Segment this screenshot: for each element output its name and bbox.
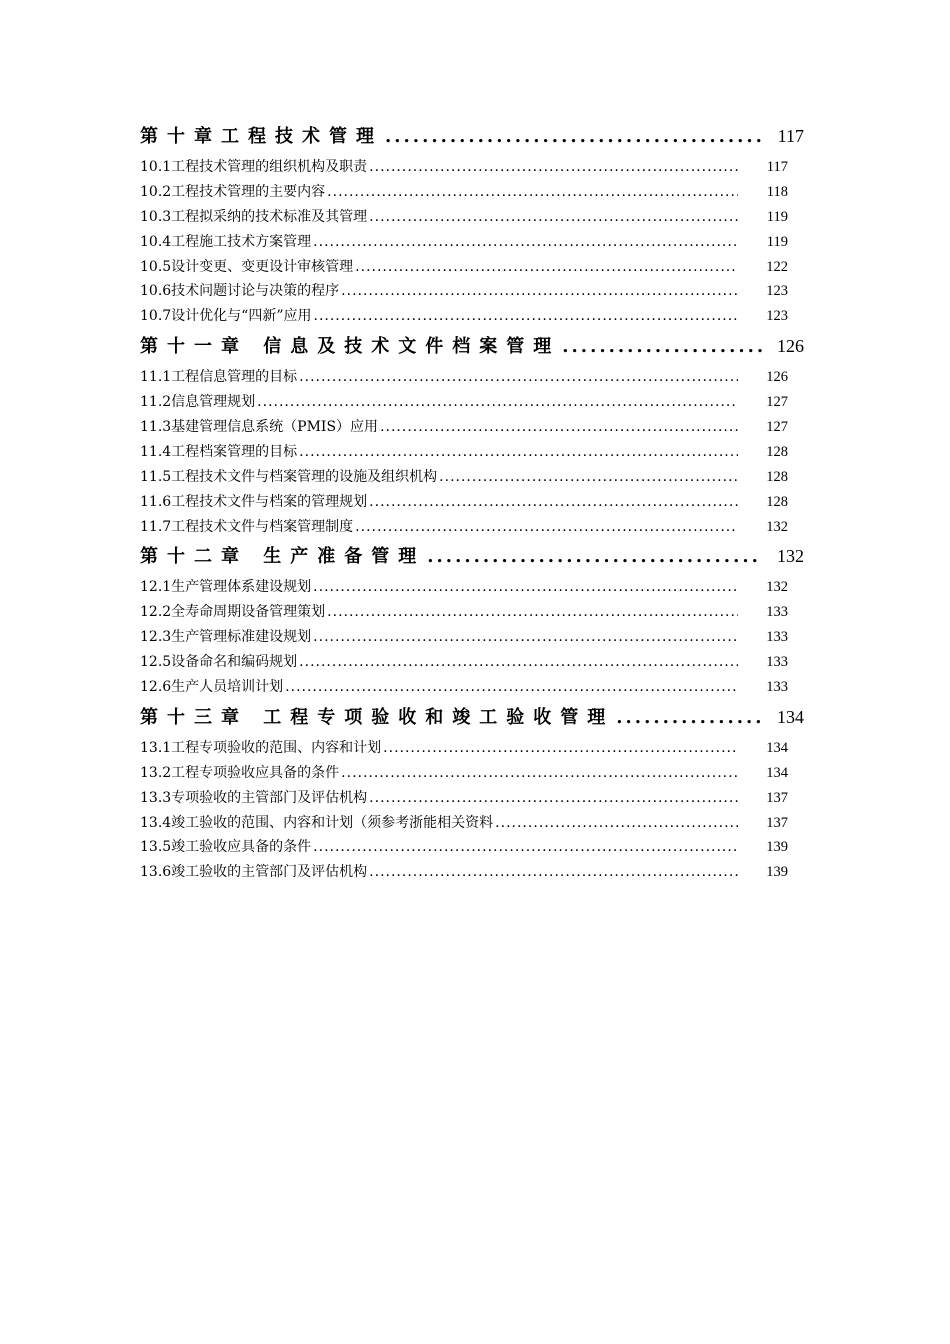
dot-leader <box>285 679 738 695</box>
section-title: 12.5设备命名和编码规划 <box>140 654 298 671</box>
toc-entry[interactable] <box>140 305 804 330</box>
dot-leader <box>313 839 738 855</box>
chapter-block <box>140 701 804 886</box>
section-title: 13.4竣工验收的范围、内容和计划（须参考浙能相关资料 <box>140 814 494 831</box>
section-page-number: 123 <box>766 283 788 300</box>
chapter-title: 第十三章 工程专项验收和竣工验收管理 <box>140 706 615 728</box>
section-title: 10.6技术问题讨论与决策的程序 <box>140 283 340 300</box>
dot-leader <box>380 419 738 435</box>
dot-leader <box>313 579 738 595</box>
chapter-block <box>140 330 804 540</box>
section-title: 10.2工程技术管理的主要内容 <box>140 183 326 200</box>
section-page-number: 118 <box>766 183 788 200</box>
dot-leader <box>341 765 738 781</box>
toc-entry[interactable] <box>140 676 804 701</box>
section-page-number: 134 <box>766 764 788 781</box>
toc-entry[interactable] <box>140 231 804 256</box>
section-title: 11.5工程技术文件与档案管理的设施及组织机构 <box>140 468 438 485</box>
section-page-number: 139 <box>766 839 788 856</box>
chapter-block <box>140 540 804 700</box>
section-page-number: 137 <box>766 789 788 806</box>
section-title: 12.2全寿命周期设备管理策划 <box>140 604 326 621</box>
section-title: 12.1生产管理体系建设规划 <box>140 579 312 596</box>
toc-entry[interactable] <box>140 737 804 762</box>
chapter-page-number: 126 <box>777 336 804 357</box>
dot-leader <box>369 209 738 225</box>
section-page-number: 134 <box>766 739 788 756</box>
dot-leader <box>369 790 738 806</box>
dot-leader <box>562 336 762 357</box>
dot-leader <box>327 184 738 200</box>
dot-leader <box>495 815 738 831</box>
section-title: 11.4工程档案管理的目标 <box>140 443 298 460</box>
dot-leader <box>327 604 738 620</box>
toc-entry[interactable] <box>140 280 804 305</box>
chapter-title: 第十二章 生产准备管理 <box>140 546 426 568</box>
toc-entry[interactable] <box>140 601 804 626</box>
toc-entry[interactable] <box>140 861 804 886</box>
section-page-number: 117 <box>766 159 788 175</box>
dot-leader <box>369 864 738 880</box>
dot-leader <box>299 444 738 460</box>
dot-leader <box>439 469 738 485</box>
section-page-number: 128 <box>766 493 788 510</box>
section-page-number: 137 <box>766 814 788 831</box>
section-title: 13.1工程专项验收的范围、内容和计划 <box>140 739 382 756</box>
toc-entry[interactable] <box>140 416 804 441</box>
section-page-number: 132 <box>766 518 788 535</box>
section-page-number: 122 <box>766 258 788 275</box>
section-page-number: 128 <box>766 443 788 460</box>
toc-entry[interactable] <box>140 651 804 676</box>
section-title: 11.7工程技术文件与档案管理制度 <box>140 518 354 535</box>
dot-leader <box>369 494 738 510</box>
section-title: 12.3生产管理标准建设规划 <box>140 629 312 646</box>
section-title: 13.5竣工验收应具备的条件 <box>140 839 312 856</box>
toc-entry[interactable] <box>140 516 804 541</box>
toc-entry[interactable] <box>140 156 804 181</box>
section-page-number: 127 <box>766 419 788 436</box>
dot-leader <box>299 654 738 670</box>
section-title: 11.6工程技术文件与档案的管理规划 <box>140 493 368 510</box>
chapter-page-number: 134 <box>777 706 804 727</box>
toc-entry[interactable] <box>140 812 804 837</box>
toc-entry[interactable] <box>140 441 804 466</box>
toc-entry[interactable] <box>140 366 804 391</box>
chapter-title: 第十章工程技术管理 <box>140 126 383 147</box>
section-title: 13.6竣工验收的主管部门及评估机构 <box>140 864 368 881</box>
section-page-number: 133 <box>766 679 788 696</box>
toc-entry[interactable] <box>140 256 804 281</box>
section-title: 10.1工程技术管理的组织机构及职责 <box>140 159 368 175</box>
toc-entry[interactable] <box>140 206 804 231</box>
dot-leader <box>341 283 738 299</box>
section-page-number: 119 <box>766 208 788 225</box>
dot-leader <box>314 308 739 324</box>
section-title: 10.5设计变更、变更设计审核管理 <box>140 258 354 275</box>
dot-leader <box>313 234 738 250</box>
section-title: 13.2工程专项验收应具备的条件 <box>140 764 340 781</box>
section-page-number: 133 <box>766 629 788 646</box>
chapter-heading[interactable] <box>140 120 804 156</box>
section-title: 13.3专项验收的主管部门及评估机构 <box>140 789 368 806</box>
dot-leader <box>383 740 738 756</box>
dot-leader <box>616 707 762 728</box>
chapter-block <box>140 120 804 330</box>
chapter-page-number: 132 <box>777 546 804 567</box>
toc-entry[interactable] <box>140 391 804 416</box>
chapter-heading[interactable] <box>140 540 804 576</box>
section-title: 11.1工程信息管理的目标 <box>140 369 298 386</box>
toc-entry[interactable] <box>140 626 804 651</box>
section-title: 11.3基建管理信息系统（PMIS）应用 <box>140 419 379 436</box>
section-title: 10.7设计优化与“四新”应用 <box>140 308 312 325</box>
section-page-number: 133 <box>766 604 788 621</box>
section-page-number: 139 <box>766 864 788 881</box>
section-title: 11.2信息管理规划 <box>140 394 256 411</box>
section-page-number: 123 <box>766 308 788 325</box>
dot-leader <box>427 546 762 567</box>
section-page-number: 128 <box>766 468 788 485</box>
dot-leader <box>257 394 738 410</box>
section-page-number: 127 <box>766 394 788 411</box>
chapter-page-number: 117 <box>777 126 804 146</box>
chapter-title: 第十一章 信息及技术文件档案管理 <box>140 336 561 358</box>
toc-entry[interactable] <box>140 576 804 601</box>
toc-entry[interactable] <box>140 466 804 491</box>
toc-entry[interactable] <box>140 491 804 516</box>
section-page-number: 119 <box>766 233 788 250</box>
toc-entry[interactable] <box>140 762 804 787</box>
dot-leader <box>355 259 738 275</box>
toc-entry[interactable] <box>140 787 804 812</box>
chapter-heading[interactable] <box>140 330 804 366</box>
dot-leader <box>355 519 738 535</box>
chapter-heading[interactable] <box>140 701 804 737</box>
table-of-contents <box>140 120 804 886</box>
toc-entry[interactable] <box>140 181 804 206</box>
dot-leader <box>313 629 738 645</box>
section-page-number: 132 <box>766 579 788 596</box>
dot-leader <box>299 369 738 385</box>
dot-leader <box>369 159 738 175</box>
section-title: 12.6生产人员培训计划 <box>140 679 284 696</box>
section-page-number: 133 <box>766 654 788 671</box>
section-title: 10.3工程拟采纳的技术标准及其管理 <box>140 208 368 225</box>
section-title: 10.4工程施工技术方案管理 <box>140 233 312 250</box>
section-page-number: 126 <box>766 369 788 386</box>
dot-leader <box>385 126 762 147</box>
toc-entry[interactable] <box>140 836 804 861</box>
